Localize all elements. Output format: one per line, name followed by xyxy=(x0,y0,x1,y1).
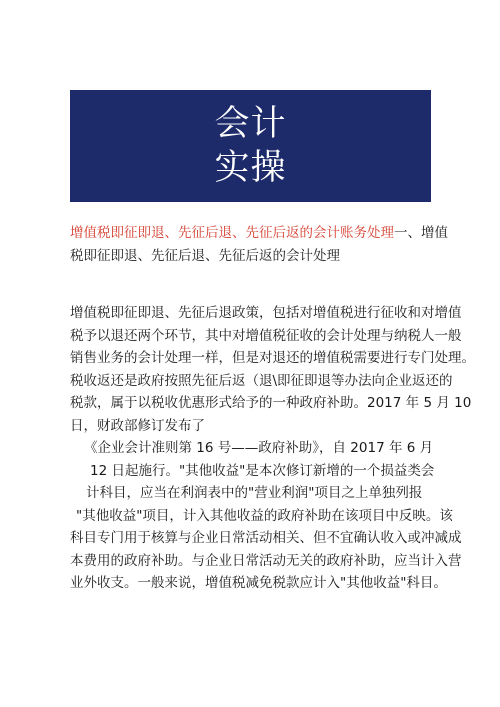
body-line: 税收返还是政府按照先征后返（退\即征即退等办法向企业返还的 xyxy=(70,372,453,389)
body-line: 税款，属于以税收优惠形式给予的一种政府补助。2017 年 5 月 10 xyxy=(70,395,472,411)
body-line: 业外收支。一般来说，增值税减免税款应计入"其他收益"科目。 xyxy=(70,575,447,591)
body-line: 销售业务的会计处理一样，但是对退还的增值税需要进行专门处理。 xyxy=(70,350,475,366)
body-line: 税予以退还两个环节，其中对增值税征收的会计处理与纳税人一般 xyxy=(70,327,462,344)
heading-red-text: 增值税即征即退、先征后退、先征后返的会计账务处理 xyxy=(70,225,394,241)
heading-line-1 xyxy=(70,222,448,245)
banner-title-line-1: 会计 xyxy=(214,104,287,144)
body-line: 科目专门用于核算与企业日常活动相关、但不宜确认收入或冲减成 xyxy=(70,530,462,546)
body-line: 本费用的政府补助。与企业日常活动无关的政府补助，应当计入营 xyxy=(70,552,462,569)
body-line: 增值税即征即退、先征后退政策，包括对增值税进行征收和对增值 xyxy=(70,305,462,321)
body-line: 日，财政部修订发布了 xyxy=(70,417,205,434)
title-banner xyxy=(70,90,431,202)
body-line: 12 日起施行。"其他收益"是本次修订新增的一个损益类会 xyxy=(90,462,435,479)
body-line: 计科目，应当在利润表中的"营业利润"项目之上单独列报 xyxy=(86,485,423,501)
heading-black-text-1: 一、增值 xyxy=(394,225,448,241)
body-line: 《企业会计准则第 16 号——政府补助》，自 2017 年 6 月 xyxy=(84,440,434,456)
document-body xyxy=(70,222,475,595)
banner-title-line-2: 实操 xyxy=(214,148,287,188)
heading-line-2: 税即征即退、先征后退、先征后返的会计处理 xyxy=(70,247,340,264)
paragraph-gap xyxy=(70,267,434,302)
body-line: "其他收益"项目，计入其他收益的政府补助在该项目中反映。该 xyxy=(76,507,453,524)
